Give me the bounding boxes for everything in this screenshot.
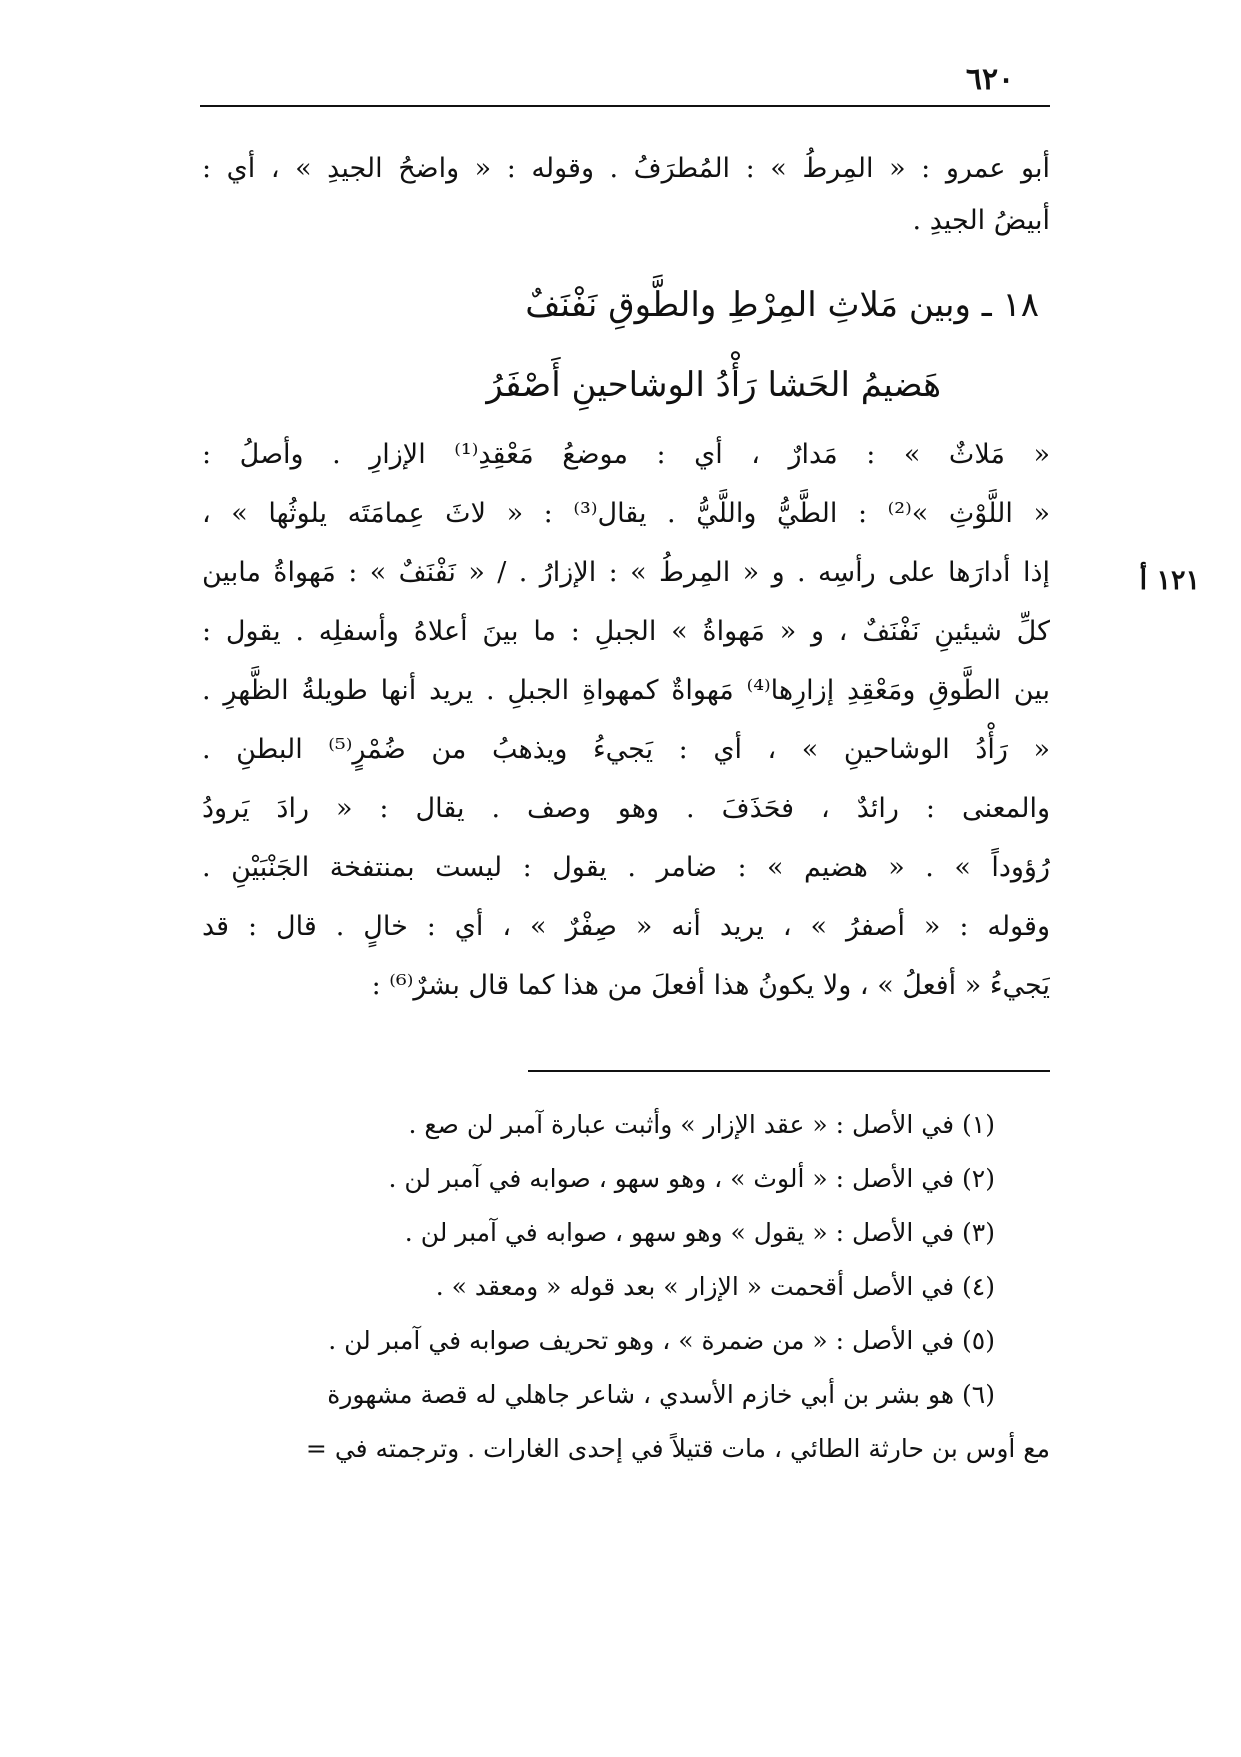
footnote-1: (١) في الأصل : « عقد الإزار » وأثبت عبارة آمبر لن صع . bbox=[408, 1110, 995, 1139]
text-line: أبو عمرو : « المِرطُ » : المُطرَفُ . وقوله : « واضحُ الجيدِ » ، أي : bbox=[202, 153, 1050, 184]
footnote-3: (٣) في الأصل : « يقول » وهو سهو ، صوابه في آمبر لن . bbox=[404, 1218, 995, 1247]
intro-paragraph bbox=[202, 143, 1050, 247]
margin-reference: ١٢١ أ bbox=[1139, 565, 1200, 596]
text-line: رُؤوداً » . « هضيم » : ضامر . يقول : ليست بمنتفخة الجَنْبَيْنِ . bbox=[202, 852, 1050, 883]
text-line: « اللَّوْثِ »⁽²⁾ : الطَّيُّ واللَّيُّ . يقال⁽³⁾ : « لاثَ عِمامَتَه يلوثُها » ، bbox=[202, 498, 1050, 529]
text-line: كلِّ شيئينِ نَفْنَفٌ ، و « مَهواةُ » الجبلِ : ما بينَ أعلاهُ وأسفلِه . يقول : bbox=[202, 616, 1050, 647]
commentary-paragraph bbox=[202, 425, 1050, 1015]
footnote-2: (٢) في الأصل : « ألوث » ، وهو سهو ، صوابه في آمبر لن . bbox=[388, 1164, 995, 1193]
text-line: أبيضُ الجيدِ . bbox=[912, 205, 1050, 236]
footnote-rule bbox=[528, 1070, 1050, 1072]
verse-line-2: هَضيمُ الحَشا رَأْدُ الوشاحينِ أَصْفَرُ bbox=[486, 365, 941, 405]
text-line: بين الطَّوقِ ومَعْقِدِ إزارِها⁽⁴⁾ مَهواةٌ كمهواةِ الجبلِ . يريد أنها طويلةُ الظَّهرِ . bbox=[202, 675, 1050, 706]
footnotes bbox=[202, 1098, 1050, 1476]
text-line: وقوله : « أصفرُ » ، يريد أنه « صِفْرٌ » ، أي : خالٍ . قال : قد bbox=[202, 911, 1050, 942]
footnote-6-continued: مع أوس بن حارثة الطائي ، مات قتيلاً في إحدى الغارات . وترجمته في = bbox=[305, 1434, 1050, 1463]
page-number: ٦٢٠ bbox=[965, 62, 1015, 97]
footnote-4: (٤) في الأصل أقحمت « الإزار » بعد قوله « ومعقد » . bbox=[435, 1272, 995, 1301]
footnote-5: (٥) في الأصل : « من ضمرة » ، وهو تحريف صوابه في آمبر لن . bbox=[328, 1326, 995, 1355]
text-line: « رَأْدُ الوشاحينِ » ، أي : يَجيءُ ويذهبُ من ضُمْرٍ⁽⁵⁾ البطنِ . bbox=[202, 734, 1050, 765]
text-line: « مَلاثٌ » : مَدارٌ ، أي : موضعُ مَعْقِدِ⁽¹⁾ الإزارِ . وأصلُ : bbox=[202, 439, 1050, 470]
text-line: والمعنى : رائدٌ ، فحَذَفَ . وهو وصف . يقال : « رادَ يَرودُ bbox=[202, 793, 1050, 824]
footnote-6: (٦) هو بشر بن أبي خازم الأسدي ، شاعر جاهلي له قصة مشهورة bbox=[327, 1380, 995, 1409]
text-line: يَجيءُ « أفعلُ » ، ولا يكونُ هذا أفعلَ من هذا كما قال بشرٌ⁽⁶⁾ : bbox=[371, 970, 1050, 1001]
header-rule bbox=[200, 105, 1050, 107]
text-line: إذا أدارَها على رأسِه . و « المِرطُ » : الإزارُ . / « نَفْنَفٌ » : مَهواةُ مابين bbox=[202, 557, 1050, 588]
verse-line-1: ١٨ ـ وبين مَلاثِ المِرْطِ والطَّوقِ نَفْنَفٌ bbox=[525, 285, 1039, 325]
